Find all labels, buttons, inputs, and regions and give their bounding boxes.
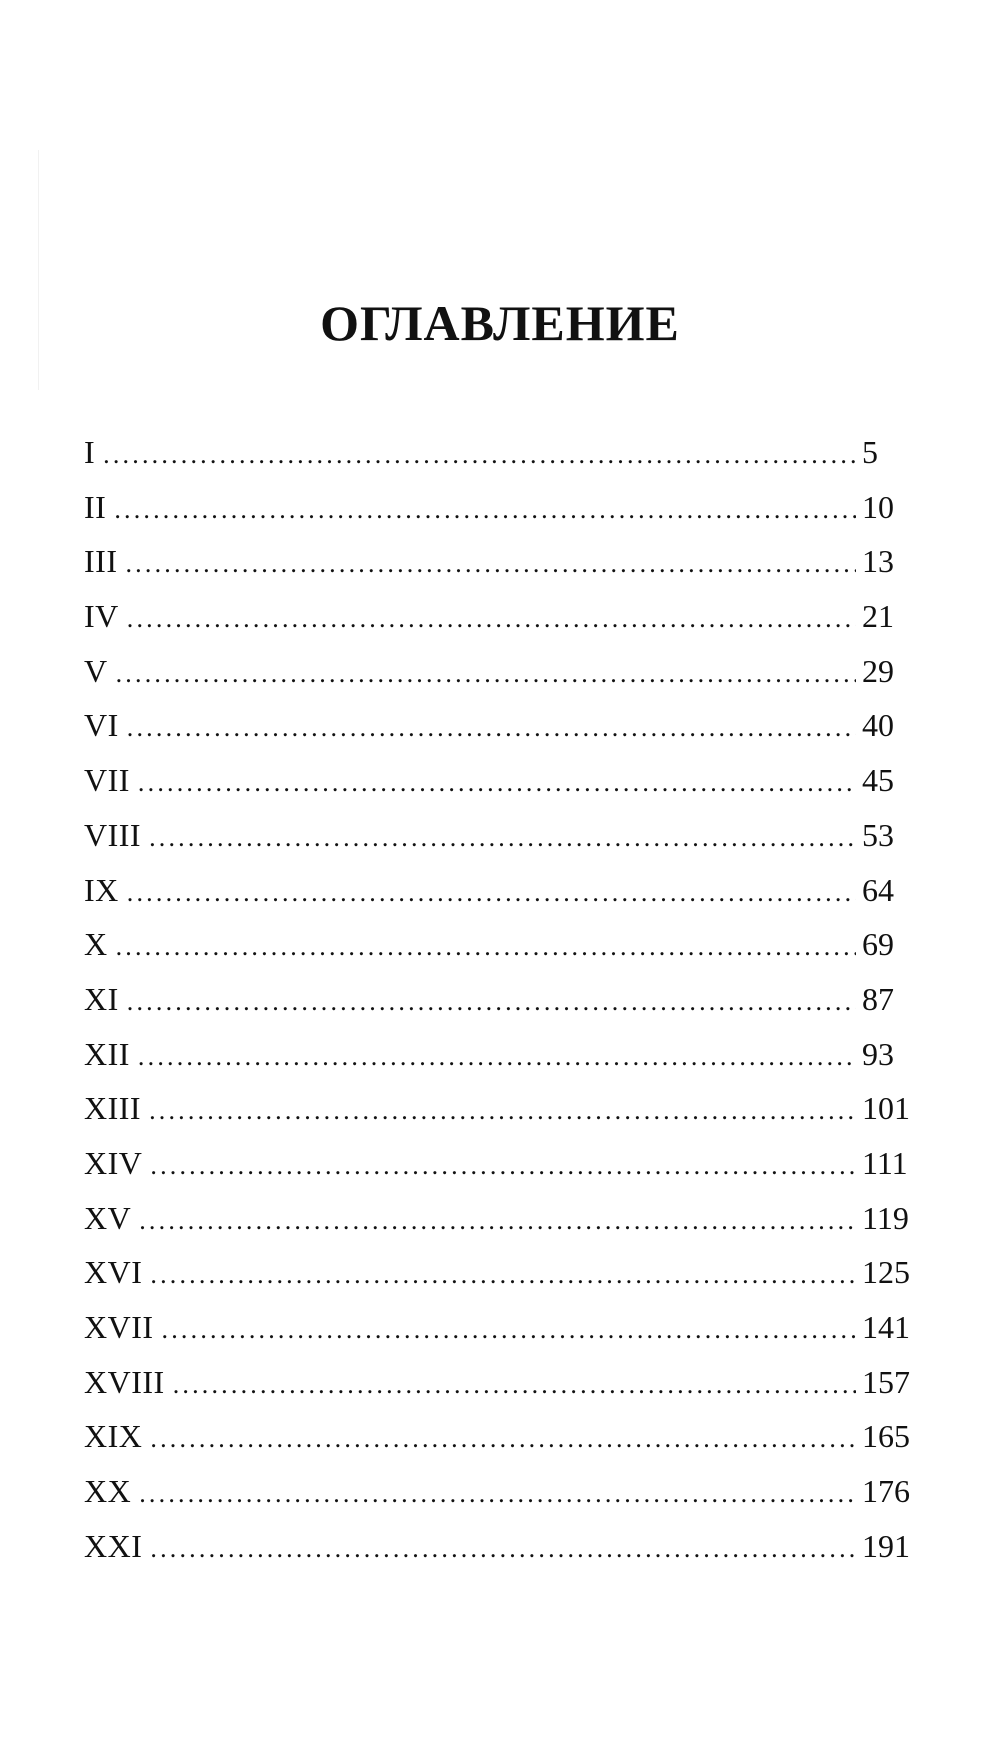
toc-chapter-number: XX — [84, 1473, 132, 1510]
toc-entry[interactable] — [84, 980, 920, 1038]
toc-entry[interactable] — [84, 1256, 920, 1311]
toc-dot-leader — [149, 1098, 856, 1124]
toc-dot-leader — [150, 1426, 856, 1452]
toc-page-number: 69 — [862, 926, 894, 963]
toc-dot-leader — [127, 715, 856, 741]
toc-page-number: 64 — [862, 871, 894, 908]
toc-page-number: 10 — [862, 488, 894, 525]
toc-chapter-number: II — [84, 488, 107, 525]
toc-chapter-number: XV — [84, 1199, 132, 1236]
toc-dot-leader — [138, 1044, 856, 1070]
toc-dot-leader — [149, 825, 856, 851]
scan-artifact — [38, 150, 39, 390]
toc-page-number: 40 — [862, 707, 894, 744]
toc-page-number: 111 — [862, 1144, 908, 1181]
toc-dot-leader — [116, 661, 856, 687]
toc-entry[interactable] — [84, 1311, 920, 1366]
toc-dot-leader — [150, 1153, 856, 1179]
toc-dot-leader — [150, 1262, 856, 1288]
toc-chapter-number: X — [84, 926, 108, 963]
toc-dot-leader — [139, 1481, 856, 1507]
toc-chapter-number: IV — [84, 598, 119, 635]
toc-page-number: 87 — [862, 980, 894, 1017]
toc-dot-leader — [150, 1536, 856, 1562]
toc-page-number: 5 — [862, 434, 878, 470]
toc-chapter-number: XVIII — [84, 1363, 165, 1400]
toc-chapter-number: VIII — [84, 816, 142, 853]
toc-chapter-number: VI — [84, 707, 119, 744]
toc-entry[interactable] — [84, 871, 920, 929]
toc-chapter-number: III — [84, 543, 118, 580]
toc-entry[interactable] — [84, 545, 920, 600]
toc-page-number: 53 — [862, 816, 894, 853]
toc-page-number: 165 — [862, 1418, 910, 1455]
toc-chapter-number: V — [84, 652, 108, 689]
toc-entry[interactable] — [84, 709, 920, 764]
toc-dot-leader — [114, 497, 856, 523]
toc-page-number: 93 — [862, 1035, 894, 1072]
toc-entry[interactable] — [84, 1363, 920, 1421]
toc-page-number: 157 — [862, 1363, 910, 1400]
toc-page-number: 21 — [862, 598, 894, 635]
toc-dot-leader — [103, 442, 856, 468]
toc-page-number: 141 — [862, 1309, 910, 1345]
toc-entry[interactable] — [84, 816, 920, 874]
toc-dot-leader — [162, 1317, 856, 1343]
toc-entry[interactable] — [84, 1199, 920, 1257]
toc-page-number: 101 — [862, 1090, 910, 1127]
toc-chapter-number: XVII — [84, 1309, 154, 1345]
toc-entry[interactable] — [84, 764, 920, 819]
toc-page-number: 45 — [862, 762, 894, 799]
toc-chapter-number: XIII — [84, 1090, 142, 1127]
toc-chapter-number: XXI — [84, 1527, 143, 1564]
toc-chapter-number: VII — [84, 762, 130, 799]
toc-dot-leader — [127, 989, 856, 1015]
toc-entry[interactable] — [84, 652, 920, 710]
toc-entry[interactable] — [84, 1144, 920, 1202]
toc-entry[interactable] — [84, 600, 920, 655]
toc-page-number: 119 — [862, 1199, 909, 1236]
toc-entry[interactable] — [84, 488, 920, 546]
toc-chapter-number: XIV — [84, 1144, 143, 1181]
toc-chapter-number: XIX — [84, 1418, 143, 1455]
toc-dot-leader — [127, 880, 856, 906]
toc-chapter-number: I — [84, 434, 96, 470]
toc-entry[interactable] — [84, 1092, 920, 1147]
toc-chapter-number: XI — [84, 980, 119, 1017]
toc-entry[interactable] — [84, 928, 920, 983]
toc-entry[interactable] — [84, 1527, 920, 1585]
toc-entry[interactable] — [84, 436, 920, 491]
toc-dot-leader — [139, 1208, 856, 1234]
toc-page-number: 125 — [862, 1254, 910, 1291]
toc-entry[interactable] — [84, 1475, 920, 1530]
toc-page-number: 29 — [862, 652, 894, 689]
toc-dot-leader — [138, 770, 856, 796]
page-title: ОГЛАВЛЕНИЕ — [320, 295, 680, 351]
toc-dot-leader — [173, 1372, 856, 1398]
toc-chapter-number: XVI — [84, 1254, 143, 1291]
toc-entry[interactable] — [84, 1420, 920, 1475]
toc-dot-leader — [116, 934, 856, 960]
toc-dot-leader — [127, 606, 856, 632]
toc-page-number: 176 — [862, 1473, 910, 1510]
toc-page-number: 191 — [862, 1527, 910, 1564]
toc-chapter-number: XII — [84, 1035, 130, 1072]
toc-page-number: 13 — [862, 543, 894, 580]
toc-dot-leader — [125, 551, 856, 577]
table-of-contents — [84, 436, 920, 1584]
toc-entry[interactable] — [84, 1035, 920, 1093]
toc-chapter-number: IX — [84, 871, 119, 908]
